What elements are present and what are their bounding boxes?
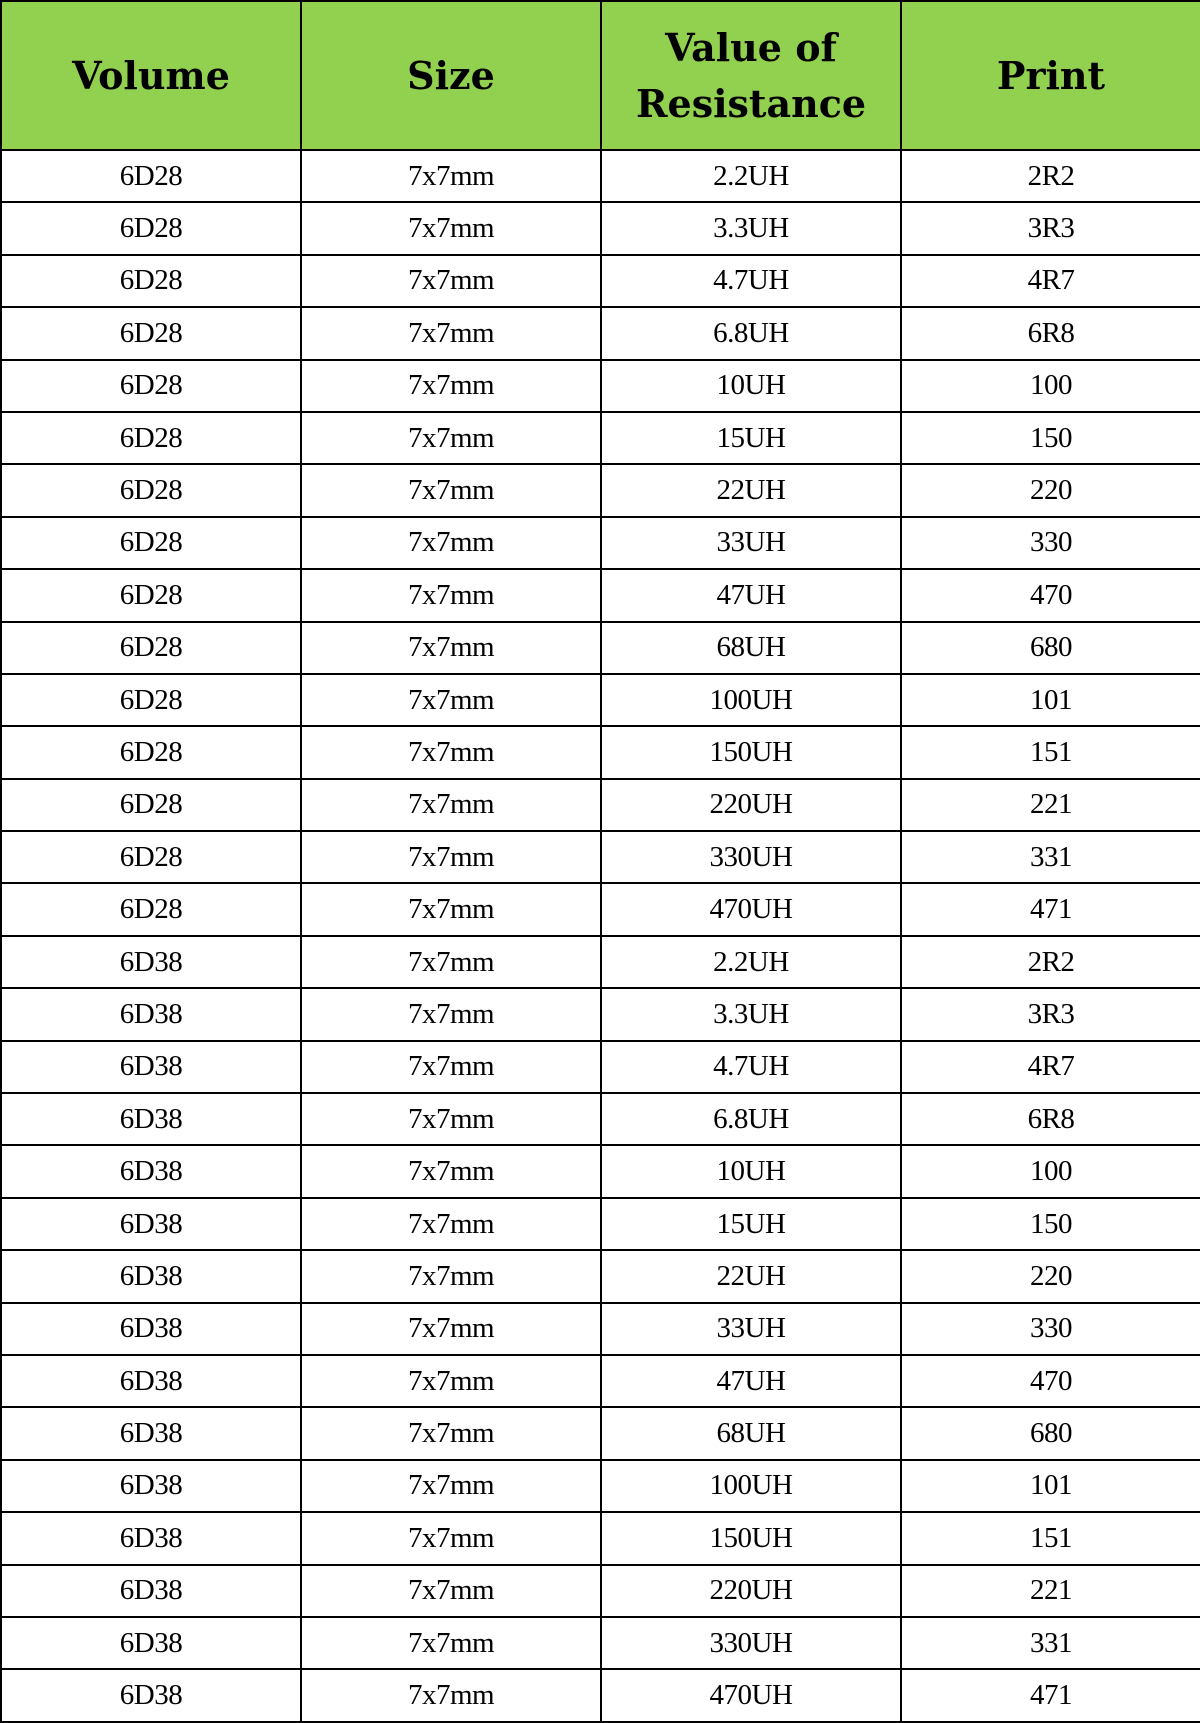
cell-size: 7x7mm xyxy=(301,1512,601,1564)
cell-print: 680 xyxy=(901,1407,1200,1459)
cell-print: 2R2 xyxy=(901,936,1200,988)
cell-print: 6R8 xyxy=(901,1093,1200,1145)
table-row xyxy=(1,883,1200,935)
cell-value: 10UH xyxy=(601,360,901,412)
cell-volume: 6D38 xyxy=(1,1407,301,1459)
cell-print: 220 xyxy=(901,464,1200,516)
cell-value: 330UH xyxy=(601,1617,901,1669)
table-row xyxy=(1,1198,1200,1250)
cell-value: 4.7UH xyxy=(601,255,901,307)
table-row xyxy=(1,831,1200,883)
cell-print: 330 xyxy=(901,1303,1200,1355)
cell-print: 470 xyxy=(901,1355,1200,1407)
cell-size: 7x7mm xyxy=(301,464,601,516)
cell-size: 7x7mm xyxy=(301,202,601,254)
cell-value: 47UH xyxy=(601,1355,901,1407)
cell-value: 6.8UH xyxy=(601,307,901,359)
cell-value: 33UH xyxy=(601,517,901,569)
table-row xyxy=(1,255,1200,307)
cell-value: 15UH xyxy=(601,412,901,464)
cell-value: 330UH xyxy=(601,831,901,883)
cell-print: 101 xyxy=(901,1460,1200,1512)
cell-print: 220 xyxy=(901,1250,1200,1302)
cell-size: 7x7mm xyxy=(301,150,601,202)
table-row xyxy=(1,1617,1200,1669)
cell-size: 7x7mm xyxy=(301,1250,601,1302)
cell-value: 47UH xyxy=(601,569,901,621)
cell-print: 151 xyxy=(901,726,1200,778)
cell-size: 7x7mm xyxy=(301,255,601,307)
header-value-of-resistance: Value of Resistance xyxy=(601,1,901,150)
cell-volume: 6D28 xyxy=(1,779,301,831)
cell-size: 7x7mm xyxy=(301,674,601,726)
cell-value: 4.7UH xyxy=(601,1041,901,1093)
table-row xyxy=(1,936,1200,988)
table-row xyxy=(1,779,1200,831)
table-row xyxy=(1,464,1200,516)
cell-volume: 6D28 xyxy=(1,883,301,935)
table-row xyxy=(1,1407,1200,1459)
table-body xyxy=(1,150,1200,1722)
cell-print: 100 xyxy=(901,360,1200,412)
table-row xyxy=(1,569,1200,621)
cell-size: 7x7mm xyxy=(301,412,601,464)
cell-print: 221 xyxy=(901,1565,1200,1617)
cell-volume: 6D28 xyxy=(1,150,301,202)
cell-volume: 6D38 xyxy=(1,1565,301,1617)
cell-volume: 6D38 xyxy=(1,1512,301,1564)
header-size: Size xyxy=(301,1,601,150)
table-row xyxy=(1,1565,1200,1617)
cell-print: 151 xyxy=(901,1512,1200,1564)
cell-value: 6.8UH xyxy=(601,1093,901,1145)
cell-size: 7x7mm xyxy=(301,1093,601,1145)
cell-volume: 6D28 xyxy=(1,674,301,726)
cell-value: 100UH xyxy=(601,674,901,726)
cell-print: 4R7 xyxy=(901,255,1200,307)
cell-volume: 6D28 xyxy=(1,726,301,778)
cell-volume: 6D28 xyxy=(1,464,301,516)
cell-print: 150 xyxy=(901,1198,1200,1250)
cell-value: 15UH xyxy=(601,1198,901,1250)
cell-value: 68UH xyxy=(601,622,901,674)
cell-value: 3.3UH xyxy=(601,988,901,1040)
cell-volume: 6D38 xyxy=(1,1145,301,1197)
cell-value: 3.3UH xyxy=(601,202,901,254)
cell-print: 4R7 xyxy=(901,1041,1200,1093)
cell-volume: 6D38 xyxy=(1,1617,301,1669)
cell-size: 7x7mm xyxy=(301,1460,601,1512)
cell-size: 7x7mm xyxy=(301,1617,601,1669)
table-row xyxy=(1,1303,1200,1355)
cell-print: 680 xyxy=(901,622,1200,674)
cell-size: 7x7mm xyxy=(301,726,601,778)
cell-size: 7x7mm xyxy=(301,1565,601,1617)
cell-volume: 6D38 xyxy=(1,1041,301,1093)
table-row xyxy=(1,1250,1200,1302)
header-row xyxy=(1,1,1200,150)
table-row xyxy=(1,1669,1200,1721)
table-row xyxy=(1,1041,1200,1093)
cell-size: 7x7mm xyxy=(301,1041,601,1093)
cell-volume: 6D28 xyxy=(1,569,301,621)
cell-size: 7x7mm xyxy=(301,517,601,569)
cell-volume: 6D28 xyxy=(1,307,301,359)
cell-print: 101 xyxy=(901,674,1200,726)
cell-size: 7x7mm xyxy=(301,360,601,412)
cell-volume: 6D38 xyxy=(1,936,301,988)
cell-value: 10UH xyxy=(601,1145,901,1197)
cell-value: 2.2UH xyxy=(601,936,901,988)
cell-volume: 6D38 xyxy=(1,1250,301,1302)
table-row xyxy=(1,988,1200,1040)
cell-size: 7x7mm xyxy=(301,988,601,1040)
cell-volume: 6D38 xyxy=(1,1093,301,1145)
cell-value: 100UH xyxy=(601,1460,901,1512)
table-row xyxy=(1,307,1200,359)
cell-print: 471 xyxy=(901,1669,1200,1721)
header-print: Print xyxy=(901,1,1200,150)
cell-volume: 6D28 xyxy=(1,622,301,674)
cell-value: 470UH xyxy=(601,1669,901,1721)
cell-value: 68UH xyxy=(601,1407,901,1459)
table-row xyxy=(1,1460,1200,1512)
cell-volume: 6D38 xyxy=(1,1198,301,1250)
cell-size: 7x7mm xyxy=(301,1407,601,1459)
cell-print: 471 xyxy=(901,883,1200,935)
cell-print: 470 xyxy=(901,569,1200,621)
cell-print: 2R2 xyxy=(901,150,1200,202)
cell-print: 331 xyxy=(901,831,1200,883)
cell-print: 150 xyxy=(901,412,1200,464)
table-row xyxy=(1,517,1200,569)
cell-value: 2.2UH xyxy=(601,150,901,202)
cell-size: 7x7mm xyxy=(301,1303,601,1355)
table-row xyxy=(1,1145,1200,1197)
cell-print: 221 xyxy=(901,779,1200,831)
cell-print: 3R3 xyxy=(901,988,1200,1040)
cell-volume: 6D28 xyxy=(1,360,301,412)
cell-volume: 6D38 xyxy=(1,1303,301,1355)
cell-value: 150UH xyxy=(601,726,901,778)
cell-volume: 6D28 xyxy=(1,517,301,569)
cell-size: 7x7mm xyxy=(301,1669,601,1721)
cell-volume: 6D38 xyxy=(1,1460,301,1512)
cell-size: 7x7mm xyxy=(301,1355,601,1407)
cell-print: 330 xyxy=(901,517,1200,569)
table-row xyxy=(1,1093,1200,1145)
cell-value: 470UH xyxy=(601,883,901,935)
cell-value: 150UH xyxy=(601,1512,901,1564)
cell-size: 7x7mm xyxy=(301,569,601,621)
cell-volume: 6D28 xyxy=(1,202,301,254)
table-row xyxy=(1,726,1200,778)
cell-volume: 6D28 xyxy=(1,412,301,464)
cell-volume: 6D28 xyxy=(1,255,301,307)
cell-value: 220UH xyxy=(601,779,901,831)
cell-volume: 6D38 xyxy=(1,1355,301,1407)
cell-size: 7x7mm xyxy=(301,622,601,674)
cell-volume: 6D38 xyxy=(1,1669,301,1721)
cell-print: 6R8 xyxy=(901,307,1200,359)
cell-value: 22UH xyxy=(601,1250,901,1302)
cell-size: 7x7mm xyxy=(301,1198,601,1250)
header-volume: Volume xyxy=(1,1,301,150)
cell-volume: 6D38 xyxy=(1,988,301,1040)
cell-value: 220UH xyxy=(601,1565,901,1617)
cell-volume: 6D28 xyxy=(1,831,301,883)
cell-value: 22UH xyxy=(601,464,901,516)
cell-print: 331 xyxy=(901,1617,1200,1669)
cell-size: 7x7mm xyxy=(301,883,601,935)
cell-size: 7x7mm xyxy=(301,936,601,988)
cell-value: 33UH xyxy=(601,1303,901,1355)
table-row xyxy=(1,1512,1200,1564)
cell-print: 3R3 xyxy=(901,202,1200,254)
table-row xyxy=(1,1355,1200,1407)
cell-size: 7x7mm xyxy=(301,307,601,359)
cell-size: 7x7mm xyxy=(301,779,601,831)
table-row xyxy=(1,202,1200,254)
table-row xyxy=(1,622,1200,674)
cell-size: 7x7mm xyxy=(301,1145,601,1197)
table-row xyxy=(1,150,1200,202)
table-row xyxy=(1,360,1200,412)
cell-size: 7x7mm xyxy=(301,831,601,883)
cell-print: 100 xyxy=(901,1145,1200,1197)
table-row xyxy=(1,412,1200,464)
table-row xyxy=(1,674,1200,726)
